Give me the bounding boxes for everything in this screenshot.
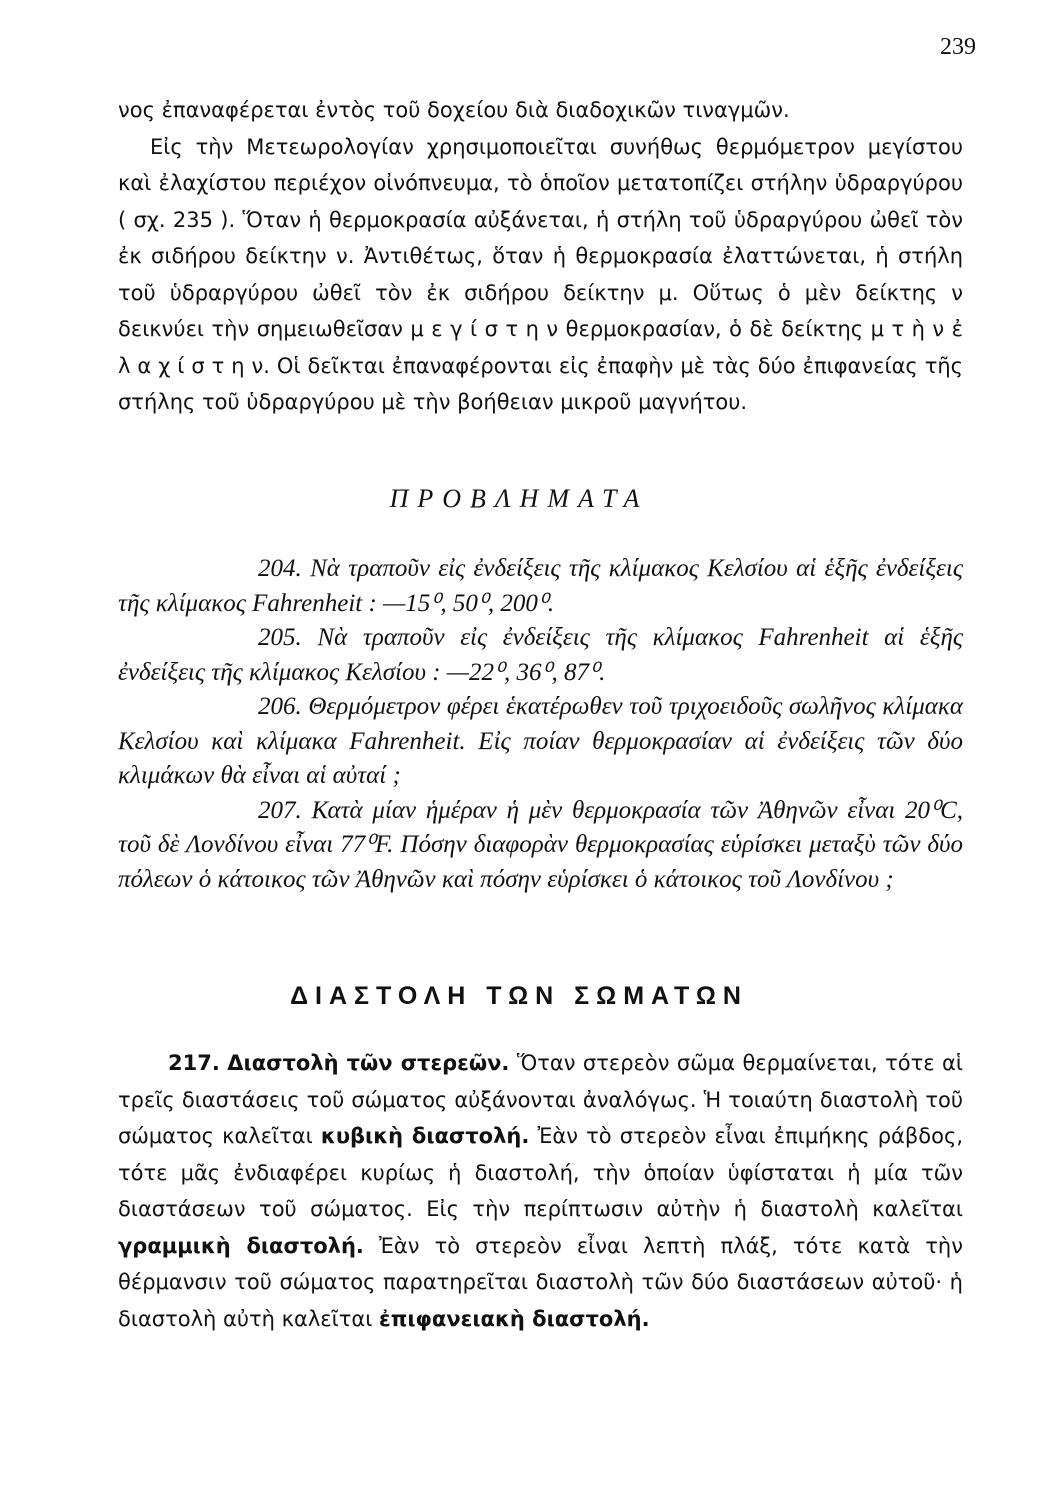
expansion-section — [118, 1045, 963, 1337]
term-surface-expansion: ἐπιφανειακὴ διαστολή. — [379, 1306, 650, 1331]
problem-text: Θερμόμετρον φέρει ἑκατέρωθεν τοῦ τριχοειδοῦς σωλῆνος κλίμακα Κελσίου καὶ κλίμακα Fahrenheit. Εἰς ποίαν θερμοκρασίαν αἱ ἐνδείξεις τῶν δύο κλιμάκων θὰ εἶναι αἱ αὐταί ; — [118, 693, 963, 789]
problems-list — [118, 552, 963, 897]
expansion-sentence-1: Ὅταν στερεὸν σῶμα θερμαίνεται, τότε αἱ τρεῖς διαστάσεις τοῦ σώματος αὐξάνονται ἀναλόγως. Ἡ τοιαύτη διαστολὴ τοῦ σώματος καλεῖται — [118, 1051, 963, 1148]
intro-paragraph: Εἰς τὴν Μετεωρολογίαν χρησιμοποιεῖται συνήθως θερμόμετρον μεγίστου καὶ ἐλαχίστου περιέχον οἰνόπνευμα, τὸ ὁποῖον μετατοπίζει στήλην ὑδραργύρου ( σχ. 235 ). Ὅταν ἡ θερμοκρασία αὐξάνεται, ἡ στήλη τοῦ ὑδραργύρου ὠθεῖ τὸν ἐκ σιδήρου δείκτην ν. Ἀντιθέτως, ὅταν ἡ θερμοκρασία ἐλαττώνεται, ἡ στήλη τοῦ ὑδραργύρου ὠθεῖ τὸν ἐκ σιδήρου δείκτην μ. Οὕτως ὁ μὲν δείκτης ν δεικνύει τὴν σημειωθεῖσαν μ ε γ ί σ τ η ν θερμοκρασίαν, ὁ δὲ δείκτης μ τ ὴ ν ἐ λ α χ ί σ τ η ν. Οἱ δεῖκται ἐπαναφέρονται εἰς ἐπαφὴν μὲ τὰς δύο ἐπιφανείας τῆς στήλης τοῦ ὑδραργύρου μὲ τὴν βοήθειαν μικροῦ μαγνήτου. — [118, 134, 963, 414]
intro-lead-line: νος ἐπαναφέρεται ἐντὸς τοῦ δοχείου διὰ διαδοχικῶν τιναγμῶν. — [118, 98, 790, 122]
problem-item — [118, 621, 963, 690]
problem-item — [118, 690, 963, 794]
section-number: 217. — [168, 1051, 220, 1075]
problem-text: Κατὰ μίαν ἡμέραν ἡ μὲν θερμοκρασία τῶν Ἀθηνῶν εἶναι 20⁰C, τοῦ δὲ Λονδίνου εἶναι 77⁰F. Πόσην διαφορὰν θερμοκρασίας εὑρίσκει μεταξὺ τῶν δύο πόλεων ὁ κάτοικος τῶν Ἀθηνῶν καὶ πόσην εὑρίσκει ὁ κάτοικος τοῦ Λονδίνου ; — [118, 796, 964, 893]
expansion-paragraph — [118, 1045, 963, 1337]
problem-item — [118, 794, 963, 898]
problem-text: Νὰ τραποῦν εἰς ἐνδείξεις τῆς κλίμακος Κελσίου αἱ ἑξῆς ἐνδείξεις τῆς κλίμακος Fahrenheit : —15⁰, 50⁰, 200⁰. — [118, 555, 964, 617]
expansion-sentence-2: Ἐὰν τὸ στερεὸν εἶναι ἐπιμήκης ράβδος, τότε μᾶς ἐνδιαφέρει κυρίως ἡ διαστολή, τὴν ὁποίαν ὑφίσταται ἡ μία τῶν διαστάσεων τοῦ σώματος. Εἰς τὴν περίπτωσιν αὐτὴν ἡ διαστολὴ καλεῖται — [118, 1124, 963, 1221]
problem-number: 205. — [258, 624, 302, 651]
problem-item — [118, 552, 963, 621]
term-cubic-expansion: κυβικὴ διαστολή. — [320, 1124, 530, 1148]
problems-heading: ΠΡΟΒΛΗΜΑΤΑ — [389, 484, 649, 513]
problem-number: 207. — [258, 796, 302, 824]
expansion-sentence-3: Ἐὰν τὸ στερεὸν εἶναι λεπτὴ πλάξ, τότε κατὰ τὴν θέρμανσιν τοῦ σώματος παρατηρεῖται διαστολὴ τῶν δύο διαστάσεων αὐτοῦ· ἡ διαστολὴ αὐτὴ καλεῖται — [118, 1233, 963, 1331]
term-linear-expansion: γραμμικὴ διαστολή. — [118, 1233, 364, 1258]
problem-number: 206. — [258, 693, 302, 720]
problem-number: 204. — [258, 555, 302, 582]
expansion-heading: ΔΙΑΣΤΟΛΗ ΤΩΝ ΣΩΜΑΤΩΝ — [290, 982, 748, 1010]
page-number: 239 — [940, 34, 976, 60]
section-title: Διαστολὴ τῶν στερεῶν. — [227, 1051, 510, 1075]
problem-text: Νὰ τραποῦν εἰς ἐνδείξεις τῆς κλίμακος Fahrenheit αἱ ἑξῆς ἐνδείξεις τῆς κλίμακος Κελσίου : —22⁰, 36⁰, 87⁰. — [118, 624, 964, 686]
intro-text — [118, 92, 963, 421]
